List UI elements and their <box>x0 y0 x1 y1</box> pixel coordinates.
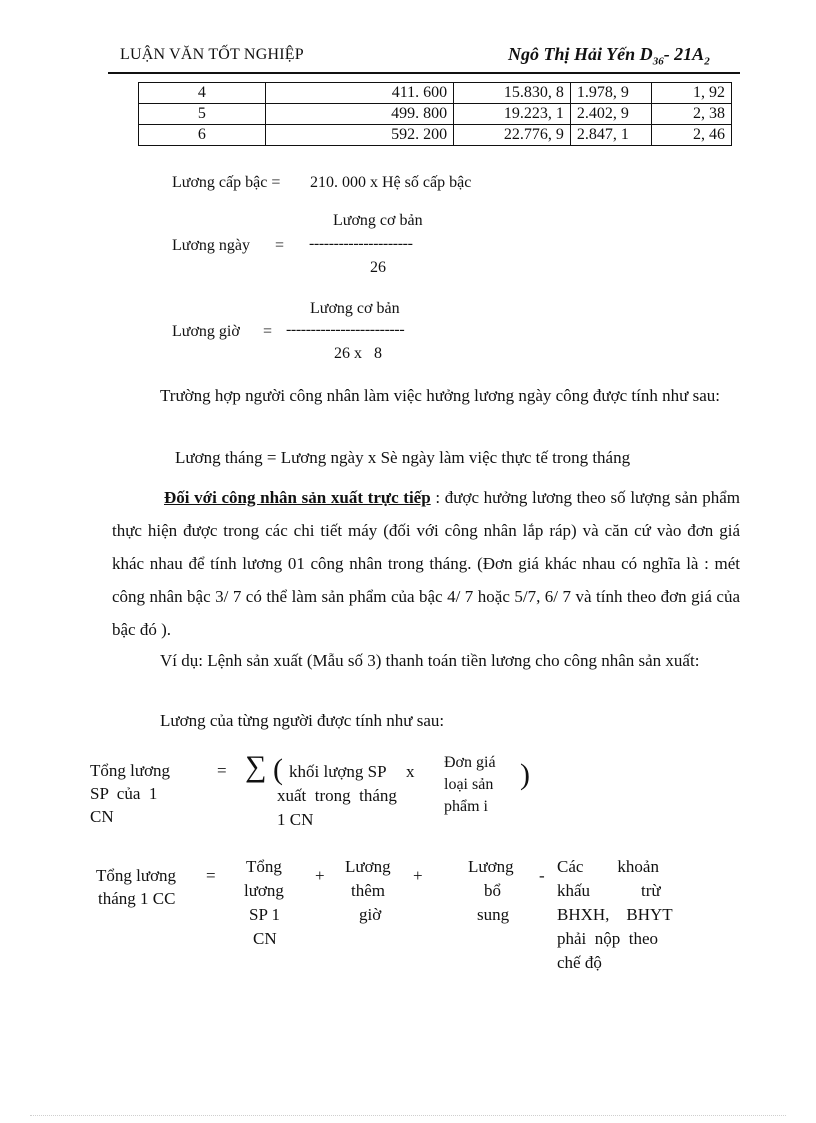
luong-ngay-numerator: Lương cơ bản <box>333 212 423 229</box>
formula-month-t4-line1: Các khoản <box>557 857 659 876</box>
table-row <box>139 83 732 104</box>
table-cell: 2, 38 <box>652 104 732 125</box>
formula-month-plus1: + <box>315 866 325 885</box>
formula-sp-eq: = <box>217 761 227 780</box>
formula-month-t4-line3: BHXH, BHYT <box>557 905 673 924</box>
formula-month-t4-line2: khấu trừ <box>557 881 661 900</box>
luong-cap-bac-label: Lương cấp bậc = <box>172 174 281 191</box>
table-cell: 1.978, 9 <box>570 83 652 104</box>
table-row <box>139 125 732 146</box>
luong-ngay-fraction-line: --------------------- <box>309 235 413 252</box>
formula-month-minus: - <box>539 866 545 885</box>
formula-sp-term2-line3: phẩm i <box>444 798 488 815</box>
formula-sp-term1-line2: xuất trong tháng <box>277 786 397 805</box>
luong-ngay-eq: = <box>275 237 285 254</box>
header-author: Ngô Thị Hải Yến $D_{36}-$ $21A_2$ <box>508 44 710 68</box>
formula-sp-term1-line1: khối lượng SP <box>289 762 387 781</box>
table-cell: 411. 600 <box>265 83 453 104</box>
formula-sp-term2-line2: loại sản <box>444 776 494 793</box>
formula-month-t2-line3: giờ <box>359 905 382 924</box>
paragraph-ngay-cong: Trường hợp người công nhân làm việc hưởng lương ngày công được tính như sau: <box>160 386 720 405</box>
luong-thang-formula: Lương tháng = Lương ngày x Sè ngày làm việc thực tế trong tháng <box>175 448 631 467</box>
luong-gio-fraction-line: ------------------------ <box>286 321 405 338</box>
formula-month-t1-line4: CN <box>253 929 277 948</box>
luong-cap-bac-expr: 210. 000 x Hệ số cấp bậc <box>310 174 472 191</box>
formula-sp-times: x <box>406 762 415 781</box>
formula-month-t4-line4: phải nộp theo <box>557 929 659 948</box>
table-cell: 2, 46 <box>652 125 732 146</box>
close-paren: ) <box>520 758 530 791</box>
formula-month-lhs-line2: tháng 1 CC <box>98 889 176 908</box>
sigma-symbol: ∑ <box>245 750 267 783</box>
formula-sp-lhs-line2: SP của 1 <box>90 784 158 803</box>
luong-gio-eq: = <box>263 323 273 340</box>
paragraph-truc-tiep-heading: Đối với công nhân sản xuất trực tiếp <box>164 488 431 507</box>
formula-month-eq: = <box>206 866 216 885</box>
formula-sp-lhs-line3: CN <box>90 807 114 826</box>
table-cell: 19.223, 1 <box>454 104 571 125</box>
table-cell: 592. 200 <box>265 125 453 146</box>
luong-gio-denominator: 26 x 8 <box>334 345 382 362</box>
formula-month-lhs-line1: Tổng lương <box>96 866 177 885</box>
formula-month-t4-line5: chế độ <box>557 953 602 972</box>
paragraph-truc-tiep <box>112 481 740 646</box>
table-row <box>139 104 732 125</box>
formula-sp-term2-line1: Đơn giá <box>444 754 496 771</box>
formula-month-t3-line2: bổ <box>484 881 501 900</box>
formula-month-t1-line2: lương <box>244 881 284 900</box>
luong-ngay-denominator: 26 <box>370 259 386 276</box>
luong-gio-numerator: Lương cơ bản <box>310 300 400 317</box>
formula-month-t3-line1: Lương <box>468 857 514 876</box>
table-cell: 15.830, 8 <box>454 83 571 104</box>
formula-sp-term1-line3: 1 CN <box>277 810 314 829</box>
table-cell: 4 <box>139 83 266 104</box>
formula-sp-lhs-line1: Tổng lương <box>90 761 171 780</box>
formula-month-t2-line2: thêm <box>351 881 385 900</box>
formula-month-plus2: + <box>413 866 423 885</box>
paragraph-cach-tinh: Lương của từng người được tính như sau: <box>160 711 445 730</box>
header-rule <box>108 72 740 74</box>
table-cell: 1, 92 <box>652 83 732 104</box>
formula-month-t3-line3: sung <box>477 905 510 924</box>
salary-table <box>138 82 732 146</box>
page-bottom-border <box>30 1115 786 1116</box>
table-cell: 499. 800 <box>265 104 453 125</box>
paragraph-truc-tiep-text: : được hưởng lương theo số lượng sản phẩm thực hiện được trong các chi tiết máy (đối với công nhân lắp ráp) và căn cứ vào đơn giá khác nhau để tính lương 01 công nhân trong tháng. (Đơn giá khác nhau có nghĩa là : mét công nhân bậc 3/ 7 có thể làm sản phẩm của bậc 4/ 7 hoặc 5/7, 6/ 7 và tính theo đơn giá của bậc đó ). <box>112 488 741 639</box>
table-cell: 2.402, 9 <box>570 104 652 125</box>
table-cell: 2.847, 1 <box>570 125 652 146</box>
table-cell: 5 <box>139 104 266 125</box>
luong-gio-label: Lương giờ <box>172 323 240 340</box>
header-title: LUẬN VĂN TỐT NGHIỆP <box>120 46 304 63</box>
formula-month-t1-line1: Tổng <box>246 857 282 876</box>
formula-month-t1-line3: SP 1 <box>249 905 281 924</box>
table-cell: 6 <box>139 125 266 146</box>
table-cell: 22.776, 9 <box>454 125 571 146</box>
open-paren: ( <box>273 753 283 786</box>
luong-ngay-label: Lương ngày <box>172 237 251 254</box>
formula-month-t2-line1: Lương <box>345 857 391 876</box>
paragraph-vi-du: Ví dụ: Lệnh sản xuất (Mẫu số 3) thanh toán tiền lương cho công nhân sản xuất: <box>160 651 700 670</box>
